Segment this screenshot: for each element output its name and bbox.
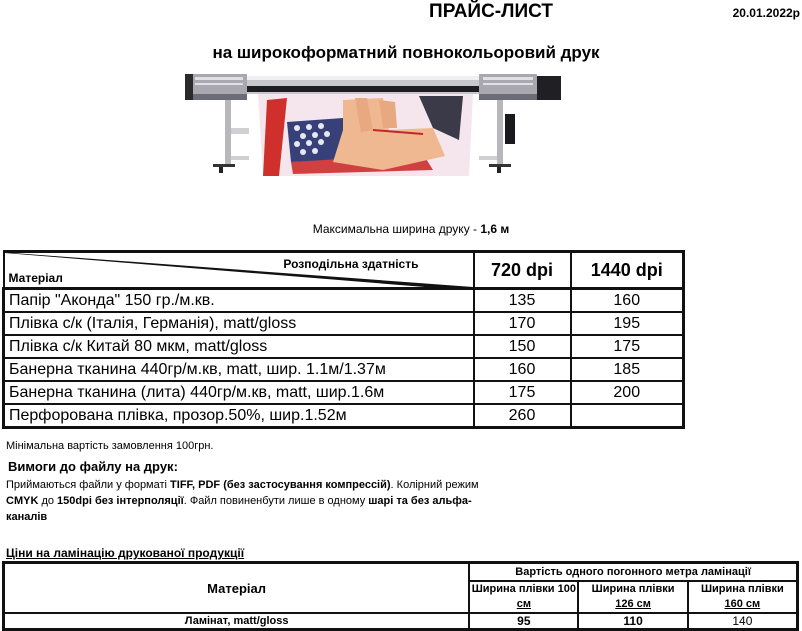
table-row: [4, 335, 684, 358]
table-row: [4, 358, 684, 381]
width-100-header: [469, 581, 578, 613]
print-table-header-row: [4, 252, 684, 289]
resolution-header-label: Розподільна здатність: [283, 257, 419, 271]
width-unit: 126 см: [615, 598, 651, 610]
file-requirements-heading: Вимоги до файлу на друк:: [8, 459, 178, 474]
lamination-cost-header: Вартість одного погонного метра ламінації: [469, 563, 797, 582]
price-720: 150: [474, 335, 571, 358]
req-text: . Файл повиненбути лише в одному: [183, 495, 369, 507]
material-resolution-header: [4, 252, 474, 289]
table-row: [4, 289, 684, 313]
req-layers: шарі та без альфа-каналів: [6, 495, 472, 523]
material-name: Папір "Аконда" 150 гр./м.кв.: [4, 289, 474, 313]
print-price-table: [2, 250, 685, 429]
material-name: Перфорована плівка, прозор.50%, шир.1.52м: [4, 404, 474, 428]
price-720: 260: [474, 404, 571, 428]
printer-right-leg: [497, 100, 503, 166]
page-subtitle: на широкоформатний повнокольоровий друк: [212, 43, 600, 62]
material-name: Банерна тканина (лита) 440гр/м.кв, matt, шир.1.6м: [4, 381, 474, 404]
lamination-price-160: 140: [688, 613, 798, 630]
price-1440: 195: [571, 312, 684, 335]
table-row: [4, 613, 798, 630]
req-text: Приймаються файли у форматі: [6, 479, 171, 491]
width-label: Ширина плівки: [700, 583, 784, 595]
lamination-price-table: [2, 561, 799, 631]
price-1440: 185: [571, 358, 684, 381]
lamination-material-header: Матеріал: [4, 563, 470, 614]
price-720: 175: [474, 381, 571, 404]
price-720: 170: [474, 312, 571, 335]
lamination-material-name: Ламінат, matt/gloss: [4, 613, 470, 630]
file-requirements-text: [6, 477, 506, 525]
req-text: . Колірний режим: [390, 479, 479, 491]
width-label: Ширина плівки: [591, 583, 675, 595]
material-name: Плівка с/к Китай 80 мкм, matt/gloss: [4, 335, 474, 358]
width-160-header: [688, 581, 798, 613]
lamination-title: Ціни на ламінацію друкованої продукції: [6, 546, 245, 560]
lamination-price-126: 110: [578, 613, 687, 630]
max-print-width: [0, 222, 802, 236]
table-row: [4, 312, 684, 335]
price-1440: [571, 404, 684, 428]
lamination-price-100: 95: [469, 613, 578, 630]
width-label: Ширина плівки 100: [471, 583, 576, 595]
width-unit: см: [516, 598, 531, 610]
price-list-date: 20.01.2022р: [732, 6, 800, 20]
price-1440: 200: [571, 381, 684, 404]
width-126-header: [578, 581, 687, 613]
material-name: Банерна тканина 440гр/м.кв, matt, шир. 1.1м/1.37м: [4, 358, 474, 381]
req-text: до: [38, 495, 58, 507]
max-width-label: Максимальна ширина друку -: [312, 222, 481, 236]
table-row: [4, 381, 684, 404]
max-width-value: 1,6 м: [480, 222, 510, 236]
table-row: [4, 404, 684, 428]
req-resolution: 150dpi без інтерполяції: [57, 495, 184, 507]
column-720-dpi: 720 dpi: [474, 252, 571, 289]
price-1440: 160: [571, 289, 684, 313]
price-1440: 175: [571, 335, 684, 358]
material-name: Плівка с/к (Італія, Германія), matt/gloss: [4, 312, 474, 335]
price-720: 135: [474, 289, 571, 313]
wide-format-printer-photo: [183, 70, 563, 180]
printer-control-panel: [537, 76, 561, 100]
req-color-mode: CMYK: [6, 495, 39, 507]
lamination-header-row: [4, 563, 798, 582]
width-unit: 160 см: [724, 598, 761, 610]
price-720: 160: [474, 358, 571, 381]
material-header-label: Матеріал: [8, 271, 63, 285]
req-formats: TIFF, PDF (без застосування компрессій): [170, 479, 391, 491]
page-title: ПРАЙС-ЛИСТ: [429, 1, 553, 22]
minimum-order-note: Мінімальна вартість замовлення 100грн.: [6, 440, 214, 452]
printer-left-leg: [225, 100, 231, 166]
column-1440-dpi: 1440 dpi: [571, 252, 684, 289]
